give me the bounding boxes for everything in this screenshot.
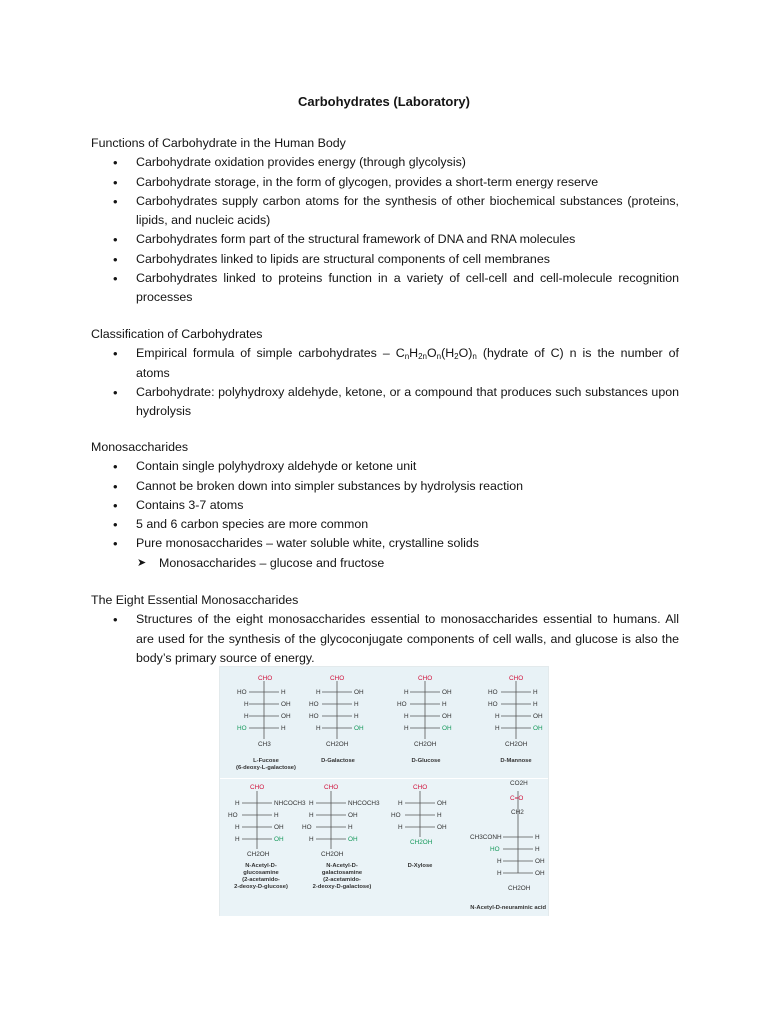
caption-fucose: L-Fucose (6-deoxy-L-galactose) <box>236 758 296 771</box>
section-monosaccharides <box>91 438 679 573</box>
caption-glcnac: N-Acetyl-D- glucosamine (2-acetamido- 2-deoxy-D-glucose) <box>234 863 288 890</box>
monosaccharide-structures-figure <box>219 666 549 916</box>
list-item: • Carbohydrate: polyhydroxy aldehyde, ketone, or a compound that produces such substances upon hydrolysis <box>113 384 679 419</box>
cho-label: CHO <box>258 675 273 682</box>
bullet-icon: • <box>113 536 118 552</box>
bullet-list <box>91 457 679 553</box>
structures-top-row: CHO HO H H OH H OH HO H CH3 CHO H OH HO H HO H H OH CH2OH CHO H OH HO H H OH H OH CH2OH CHO HO H HO H H OH H OH CH2OH <box>237 675 543 748</box>
list-item: • Carbohydrates form part of the structural framework of DNA and RNA molecules <box>91 230 679 249</box>
list-item: • Pure monosaccharides – water soluble white, crystalline solids <box>91 534 679 553</box>
section-heading: Classification of Carbohydrates <box>91 327 263 341</box>
section-heading: Monosaccharides <box>91 440 189 454</box>
bullet-icon: • <box>113 459 118 475</box>
bullet-list <box>91 344 679 421</box>
list-item: • 5 and 6 carbon species are more common <box>91 515 679 534</box>
caption-galnac: N-Acetyl-D- galactosamine (2-acetamido- 2-deoxy-D-galactose) <box>312 863 372 890</box>
bullet-icon: • <box>113 478 118 494</box>
bullet-icon: • <box>113 155 118 171</box>
list-item: • Carbohydrates linked to lipids are structural components of cell membranes <box>91 250 679 269</box>
bullet-icon: • <box>113 384 118 400</box>
caption-galactose: D-Galactose <box>321 758 355 764</box>
caption-neuraminic: N-Acetyl-D-neuraminic acid <box>470 905 546 911</box>
bullet-list <box>91 610 679 668</box>
bullet-icon: • <box>113 612 118 628</box>
list-item: • Contain single polyhydroxy aldehyde or ketone unit <box>91 457 679 476</box>
bullet-list <box>91 153 679 307</box>
caption-glucose: D-Glucose <box>411 758 441 764</box>
bullet-icon: • <box>113 271 118 287</box>
bullet-icon: • <box>113 232 118 248</box>
list-item: • Carbohydrate oxidation provides energy (through glycolysis) <box>91 153 679 172</box>
sub-list-item: ➤ Monosaccharides – glucose and fructose <box>91 554 679 573</box>
section-functions <box>91 134 679 308</box>
structures-bottom-row: CHO H NHCOCH3 HO H H OH H OH CH2OH CHO H NHCOCH3 H OH HO H H OH CH2OH CHO H OH HO H H OH CH2OH CO2H C=O CH2 CH3CONH H HO H H OH H OH CH2OH <box>228 780 545 892</box>
bullet-icon: • <box>113 346 118 362</box>
list-item: • Carbohydrate storage, in the form of glycogen, provides a short-term energy reserve <box>91 173 679 192</box>
section-heading: The Eight Essential Monosaccharides <box>91 593 299 607</box>
list-item: • Contains 3-7 atoms <box>91 496 679 515</box>
list-item: • Carbohydrates supply carbon atoms for the synthesis of other biochemical substances (proteins, lipids, and nucleic acids) <box>113 193 679 228</box>
document-title: Carbohydrates (Laboratory) <box>298 94 470 109</box>
list-item: • Carbohydrates linked to proteins function in a variety of cell-cell and cell-molecule recognition processes <box>113 271 679 305</box>
list-item: • Structures of the eight monosaccharides essential to monosaccharides essential to humans. All are used for the synthesis of the glycoconjugate components of cell walls, and glucose is also the body’s primary source of energy. <box>113 612 679 665</box>
section-classification <box>91 325 679 421</box>
bullet-icon: • <box>113 251 118 267</box>
bullet-icon: • <box>113 517 118 533</box>
sub-list <box>91 554 679 573</box>
section-heading: Functions of Carbohydrate in the Human Body <box>91 136 346 150</box>
list-item: • Cannot be broken down into simpler substances by hydrolysis reaction <box>91 477 679 496</box>
list-item: • Empirical formula of simple carbohydrates – $C_nH_{2n}O_n(H_2O)_n$ (hydrate of C) n is the number of atoms <box>113 346 680 380</box>
bullet-icon: • <box>113 174 118 190</box>
caption-mannose: D-Mannose <box>500 758 532 764</box>
arrow-bullet-icon: ➤ <box>137 556 147 569</box>
caption-xylose: D-Xylose <box>407 863 433 869</box>
bullet-icon: • <box>113 497 118 513</box>
bullet-icon: • <box>113 193 118 209</box>
section-eight-essential <box>91 591 679 668</box>
